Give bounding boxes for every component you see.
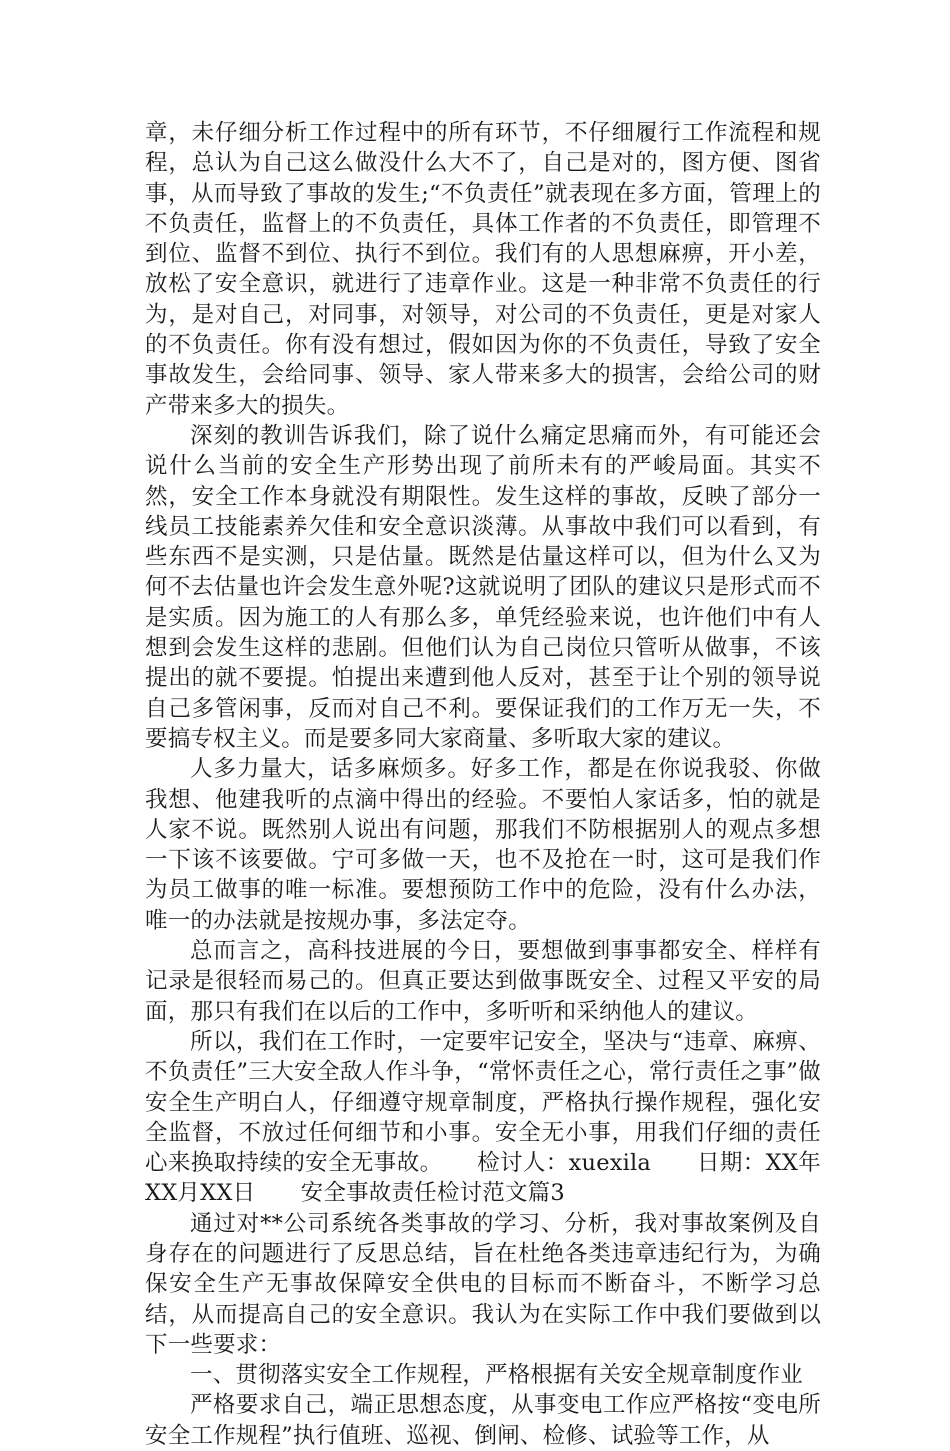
- document-body: [145, 118, 821, 1451]
- paragraph-4: 总而言之，高科技进展的今日，要想做到事事都安全、样样有记录是很轻而易己的。但真正要达到做事既安全、过程又平安的局面，那只有我们在以后的工作中，多听听和采纳他人的建议。: [145, 938, 821, 1025]
- paragraph-7: 严格要求自己，端正思想态度，从事变电工作应严格按“变电所安全工作规程”执行值班、巡视、倒闸、检修、试验等工作，从: [145, 1392, 821, 1449]
- section-heading-1: 一、贯彻落实安全工作规程，严格根据有关安全规章制度作业: [190, 1362, 803, 1389]
- paragraph-1: 章，未仔细分析工作过程中的所有环节，不仔细履行工作流程和规程，总认为自己这么做没什么大不了，自己是对的，图方便、图省事，从而导致了事故的发生;“不负责任”就表现在多方面，管理上的不负责任，监督上的不负责任，具体工作者的不负责任，即管理不到位、监督不到位、执行不到位。我们有的人思想麻痹，开小差，放松了安全意识，就进行了违章作业。这是一种非常不负责任的行为，是对自己，对同事，对领导，对公司的不负责任，更是对家人的不负责任。你有没有想过，假如因为你的不负责任，导致了安全事故发生，会给同事、领导、家人带来多大的损害，会给公司的财产带来多大的损失。: [145, 120, 821, 419]
- paragraph-3: 人多力量大，话多麻烦多。好多工作，都是在你说我驳、你做我想、他建我听的点滴中得出的经验。不要怕人家话多，怕的就是人家不说。既然别人说出有问题，那我们不防根据别人的观点多想一下该不该要做。宁可多做一天，也不及抢在一时，这可是我们作为员工做事的唯一标准。要想预防工作中的危险，没有什么办法，唯一的办法就是按规办事，多法定夺。: [145, 756, 821, 934]
- paragraph-5: 所以，我们在工作时，一定要牢记安全，坚决与“违章、麻痹、不负责任”三大安全敌人作斗争，“常怀责任之心，常行责任之事”做安全生产明白人，仔细遵守规章制度，严格执行操作规程，强化安全监督，不放过任何细节和小事。安全无小事，用我们仔细的责任心来换取持续的安全无事故。 检讨人：xuexila 日期：XX年XX月XX日 安全事故责任检讨范文篇3: [145, 1028, 821, 1207]
- paragraph-2: 深刻的教训告诉我们，除了说什么痛定思痛而外，有可能还会说什么当前的安全生产形势出现了前所未有的严峻局面。其实不然，安全工作本身就没有期限性。发生这样的事故，反映了部分一线员工技能素养欠佳和安全意识淡薄。从事故中我们可以看到，有些东西不是实测，只是估量。既然是估量这样可以，但为什么又为何不去估量也许会发生意外呢?这就说明了团队的建议只是形式而不是实质。因为施工的人有那么多，单凭经验来说，也许他们中有人想到会发生这样的悲剧。但他们认为自己岗位只管听从做事，不该提出的就不要提。怕提出来遭到他人反对，甚至于让个别的领导说自己多管闲事，反而对自己不利。要保证我们的工作万无一失，不要搞专权主义。而是要多同大家商量、多听取大家的建议。: [145, 422, 821, 752]
- paragraph-6: 通过对**公司系统各类事故的学习、分析，我对事故案例及自身存在的问题进行了反思总结，旨在杜绝各类违章违纪行为，为确保安全生产无事故保障安全供电的目标而不断奋斗，不断学习总结，从而提高自己的安全意识。我认为在实际工作中我们要做到以下一些要求：: [145, 1210, 821, 1358]
